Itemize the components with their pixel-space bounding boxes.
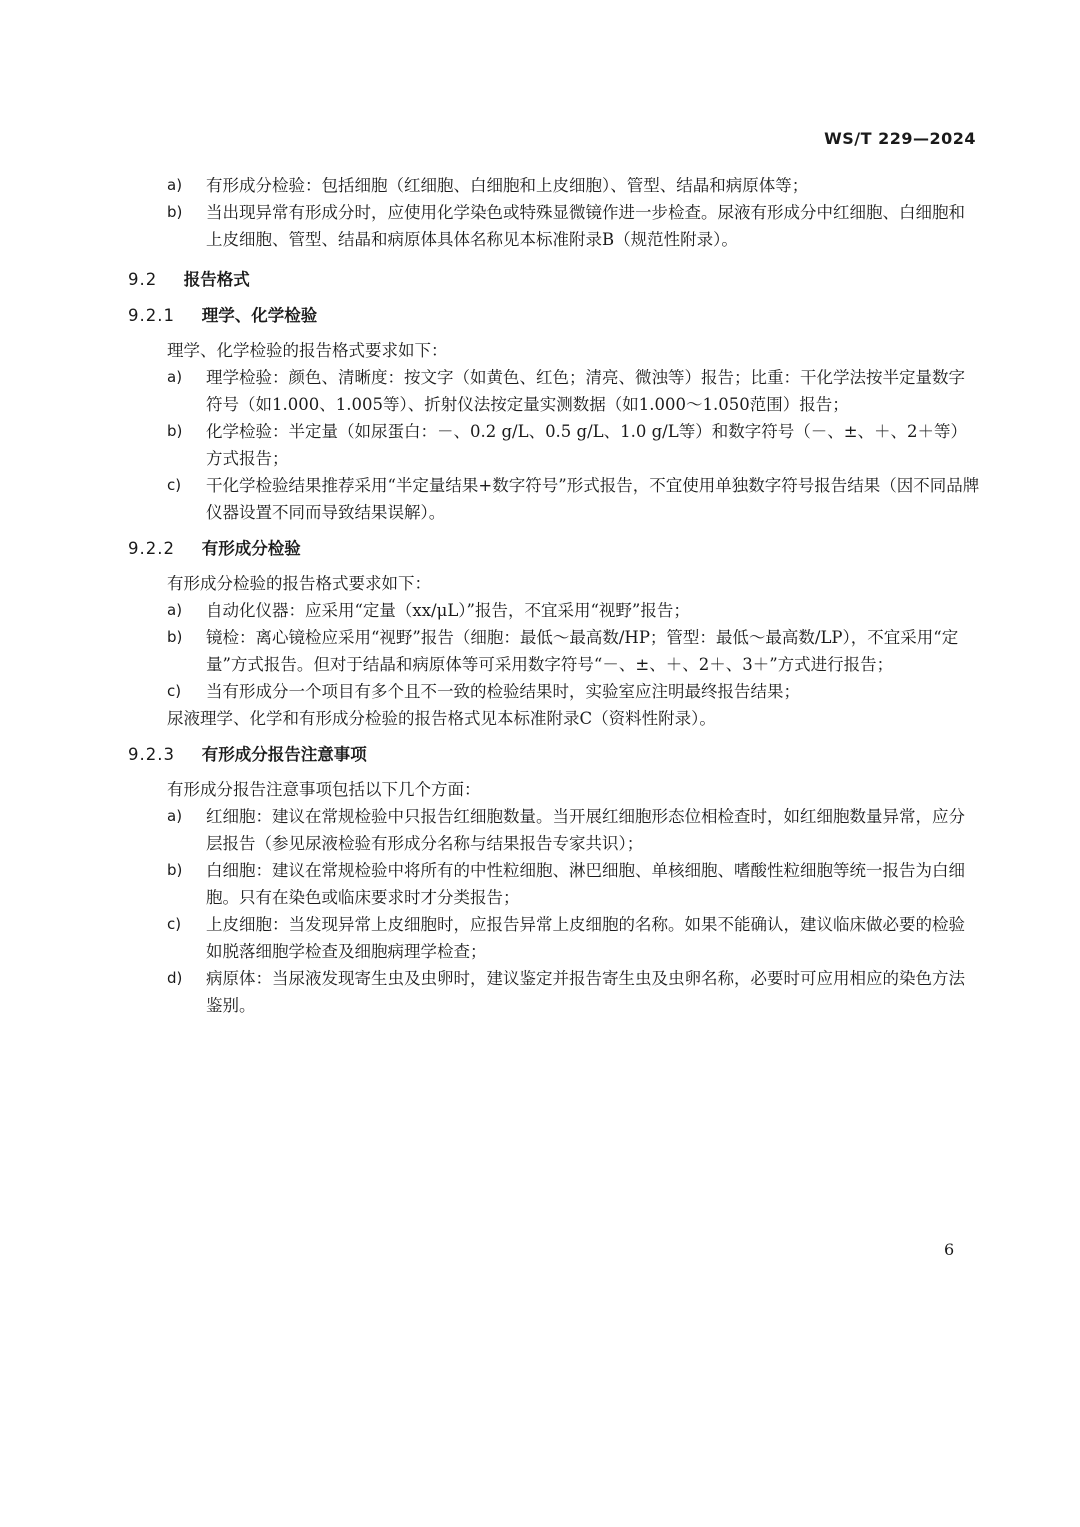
- section-heading-9-2-2: [128, 536, 980, 562]
- list-item-text: 白细胞：建议在常规检验中将所有的中性粒细胞、淋巴细胞、单核细胞、嗜酸性粒细胞等统一报告为白细胞。只有在染色或临床要求时才分类报告；: [206, 861, 965, 907]
- document-code: WS/T 229—2024: [824, 129, 976, 148]
- list-item-text: 病原体：当尿液发现寄生虫及虫卵时，建议鉴定并报告寄生虫及虫卵名称，必要时可应用相应的染色方法鉴别。: [206, 969, 965, 1015]
- section-heading-9-2: [128, 267, 980, 293]
- list-item-text: 红细胞：建议在常规检验中只报告红细胞数量。当开展红细胞形态位相检查时，如红细胞数量异常，应分层报告（参见尿液检验有形成分名称与结果报告专家共识）；: [206, 807, 965, 853]
- list-item-text: 干化学检验结果推荐采用“半定量结果+数字符号”形式报告，不宜使用单独数字符号报告结果（因不同品牌仪器设置不同而导致结果误解）。: [206, 476, 980, 522]
- page-number: 6: [944, 1240, 955, 1259]
- section-heading-9-2-1: [128, 303, 980, 329]
- section-number: 9.2: [128, 270, 158, 289]
- list-item-text: 上皮细胞：当发现异常上皮细胞时，应报告异常上皮细胞的名称。如果不能确认，建议临床做必要的检验如脱落细胞学检查及细胞病理学检查；: [206, 915, 965, 961]
- section-closing: 尿液理学、化学和有形成分检验的报告格式见本标准附录C（资料性附录）。: [167, 709, 716, 728]
- list-item-text: 镜检：离心镜检应采用“视野”报告（细胞：最低～最高数/HP；管型：最低～最高数/LP），不宜采用“定量”方式报告。但对于结晶和病原体等可采用数字符号“－、±、＋、2＋、3＋”方式进行报告；: [206, 628, 959, 674]
- list-marker: c): [167, 915, 182, 933]
- list-item-text: 有形成分检验：包括细胞（红细胞、白细胞和上皮细胞）、管型、结晶和病原体等；: [206, 176, 809, 195]
- list-item: [128, 418, 980, 472]
- list-item: [128, 911, 980, 965]
- section-heading-9-2-3: [128, 742, 980, 768]
- list-item: [128, 678, 980, 705]
- section-intro: 理学、化学检验的报告格式要求如下：: [167, 341, 448, 360]
- section-number: 9.2.3: [128, 745, 175, 764]
- list-item-text: 当出现异常有形成分时，应使用化学染色或特殊显微镜作进一步检查。尿液有形成分中红细胞、白细胞和上皮细胞、管型、结晶和病原体具体名称见本标准附录B（规范性附录）。: [206, 203, 965, 249]
- list-item: [128, 624, 980, 678]
- section-intro: 有形成分检验的报告格式要求如下：: [167, 574, 431, 593]
- list-item: [128, 597, 980, 624]
- list-item: [128, 199, 980, 253]
- list-item-text: 自动化仪器：应采用“定量（xx/μL）”报告，不宜采用“视野”报告；: [206, 601, 690, 620]
- list-marker: b): [167, 203, 183, 221]
- section-title: 报告格式: [183, 270, 250, 289]
- list-item: [128, 857, 980, 911]
- section-title: 有形成分报告注意事项: [201, 745, 367, 764]
- document-body: [128, 172, 980, 1019]
- list-marker: b): [167, 422, 183, 440]
- list-item: [128, 803, 980, 857]
- list-marker: a): [167, 601, 183, 619]
- list-marker: c): [167, 682, 182, 700]
- list-item-text: 当有形成分一个项目有多个且不一致的检验结果时，实验室应注明最终报告结果；: [206, 682, 800, 701]
- section-title: 理学、化学检验: [201, 306, 318, 325]
- section-intro: 有形成分报告注意事项包括以下几个方面：: [167, 780, 481, 799]
- list-item-text: 化学检验：半定量（如尿蛋白：－、0.2 g/L、0.5 g/L、1.0 g/L等）和数字符号（－、±、＋、2＋等）方式报告；: [206, 422, 968, 468]
- list-marker: a): [167, 176, 183, 194]
- list-marker: b): [167, 628, 183, 646]
- list-marker: b): [167, 861, 183, 879]
- section-number: 9.2.1: [128, 306, 175, 325]
- section-number: 9.2.2: [128, 539, 175, 558]
- list-marker: d): [167, 969, 183, 987]
- list-item: [128, 364, 980, 418]
- list-marker: c): [167, 476, 182, 494]
- list-marker: a): [167, 368, 183, 386]
- section-title: 有形成分检验: [201, 539, 301, 558]
- list-item: [128, 172, 980, 199]
- list-item-text: 理学检验：颜色、清晰度：按文字（如黄色、红色；清亮、微浊等）报告；比重：干化学法按半定量数字符号（如1.000、1.005等）、折射仪法按定量实测数据（如1.000～1.050范围）报告；: [206, 368, 965, 414]
- list-marker: a): [167, 807, 183, 825]
- list-item: [128, 472, 980, 526]
- list-item: [128, 965, 980, 1019]
